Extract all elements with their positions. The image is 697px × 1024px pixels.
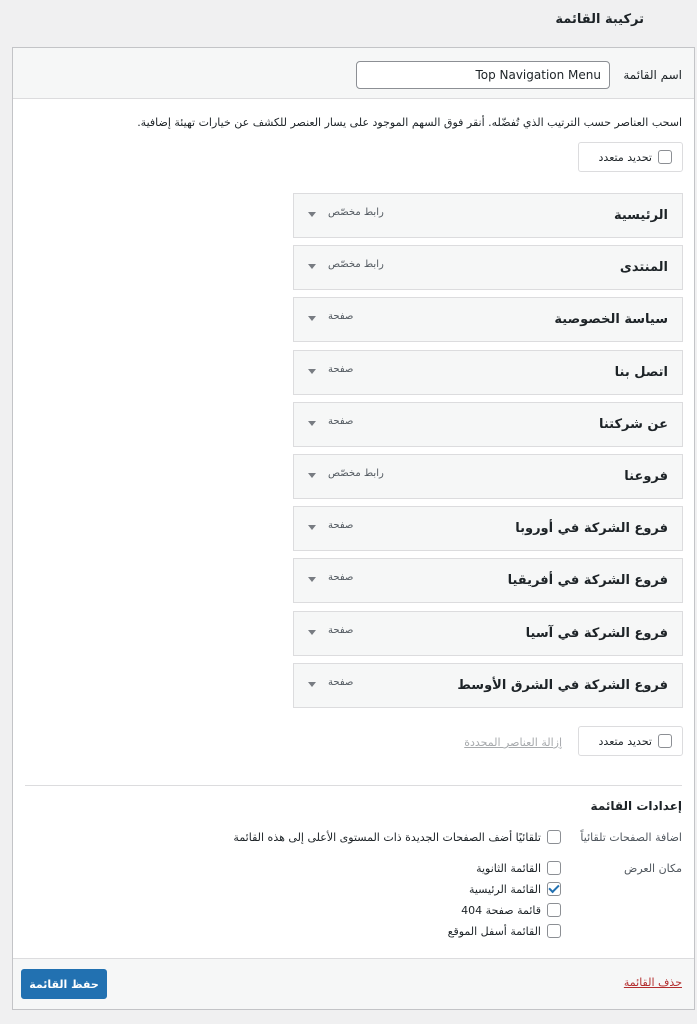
expand-arrow-icon[interactable]	[308, 421, 316, 426]
bulk-select-checkbox[interactable]	[658, 734, 672, 748]
drag-instructions: اسحب العناصر حسب الترتيب الذي تُفضّله. أنقر فوق السهم الموجود على يسار العنصر للكشف عن خيارات تهيئة إضافية.	[137, 116, 682, 129]
menu-header	[13, 48, 694, 99]
location-checkbox[interactable]	[547, 861, 561, 875]
location-checkbox[interactable]	[547, 882, 561, 896]
menu-item[interactable]	[293, 350, 683, 395]
menu-settings-heading: إعدادات القائمة	[590, 799, 682, 813]
location-checkbox[interactable]	[547, 924, 561, 938]
menu-name-label: اسم القائمة	[623, 68, 682, 82]
menu-item[interactable]	[293, 663, 683, 708]
menu-item[interactable]	[293, 454, 683, 499]
menu-item-title: فروعنا	[624, 469, 668, 484]
menu-footer	[13, 958, 694, 1009]
menu-item-type: صفحة	[328, 520, 354, 532]
menu-item-type: رابط مخصّص	[328, 468, 384, 479]
bulk-select-top[interactable]	[578, 142, 683, 172]
menu-item-title: المنتدى	[619, 260, 668, 276]
display-location-option[interactable]	[461, 903, 561, 917]
menu-name-input[interactable]	[356, 61, 610, 89]
location-checkbox[interactable]	[547, 903, 561, 917]
menu-item[interactable]	[293, 193, 683, 238]
expand-arrow-icon[interactable]	[308, 264, 316, 269]
auto-add-label: اضافة الصفحات تلقائياً	[580, 831, 682, 844]
menu-item[interactable]	[293, 506, 683, 551]
menu-item-title: عن شركتنا	[598, 416, 668, 432]
menu-item-title: الرئيسية	[613, 208, 668, 223]
menu-item[interactable]	[293, 297, 683, 342]
display-location-label: مكان العرض	[624, 862, 682, 875]
menu-structure-panel	[12, 47, 695, 1010]
expand-arrow-icon[interactable]	[308, 525, 316, 530]
bulk-select-bottom[interactable]	[578, 726, 683, 756]
menu-item-type: صفحة	[328, 624, 354, 636]
menu-item-type: صفحة	[328, 676, 354, 688]
expand-arrow-icon[interactable]	[308, 577, 316, 582]
menu-item[interactable]	[293, 558, 683, 603]
auto-add-option[interactable]	[233, 830, 561, 844]
menu-item[interactable]	[293, 245, 683, 290]
expand-arrow-icon[interactable]	[308, 473, 316, 478]
location-option-label: القائمة الثانوية	[476, 861, 541, 875]
bulk-select-label: تحديد متعدد	[598, 150, 652, 164]
menu-item-type: صفحة	[328, 363, 354, 375]
remove-selected-link[interactable]: إزالة العناصر المحددة	[464, 736, 562, 749]
bulk-select-label: تحديد متعدد	[598, 734, 652, 748]
expand-arrow-icon[interactable]	[308, 316, 316, 321]
save-menu-button[interactable]: حفظ القائمة	[21, 969, 107, 999]
menu-item-type: صفحة	[328, 311, 354, 323]
menu-item-title: سياسة الخصوصية	[554, 312, 668, 328]
menu-item-type: رابط مخصّص	[328, 207, 384, 218]
delete-menu-link[interactable]: حذف القائمة	[623, 976, 682, 989]
menu-item[interactable]	[293, 402, 683, 447]
expand-arrow-icon[interactable]	[308, 369, 316, 374]
menu-item-title: فروع الشركة في آسيا	[525, 625, 668, 641]
page-title: تركيبة القائمة	[555, 12, 644, 27]
menu-item-title: فروع الشركة في الشرق الأوسط	[457, 677, 668, 693]
location-option-label: قائمة صفحة 404	[461, 903, 541, 917]
expand-arrow-icon[interactable]	[308, 682, 316, 687]
display-location-option[interactable]	[476, 861, 561, 875]
menu-item-type: صفحة	[328, 572, 354, 584]
divider	[25, 785, 682, 786]
location-option-label: القائمة الرئيسية	[468, 882, 541, 896]
display-location-option[interactable]	[469, 882, 561, 896]
menu-item-type: رابط مخصّص	[328, 259, 384, 271]
bulk-select-checkbox[interactable]	[658, 150, 672, 164]
menu-item-title: فروع الشركة في أوروبا	[515, 521, 668, 537]
menu-item-title: اتصل بنا	[614, 364, 668, 380]
menu-item[interactable]	[293, 611, 683, 656]
expand-arrow-icon[interactable]	[308, 630, 316, 635]
auto-add-checkbox[interactable]	[547, 830, 561, 844]
expand-arrow-icon[interactable]	[308, 212, 316, 217]
menu-item-title: فروع الشركة في أفريقيا	[507, 573, 668, 589]
display-location-option[interactable]	[448, 924, 561, 938]
menu-item-type: صفحة	[328, 415, 354, 427]
auto-add-option-label: تلقائيًا أضف الصفحات الجديدة ذات المستوى الأعلى إلى هذه القائمة	[233, 830, 541, 844]
location-option-label: القائمة أسفل الموقع	[447, 924, 541, 938]
